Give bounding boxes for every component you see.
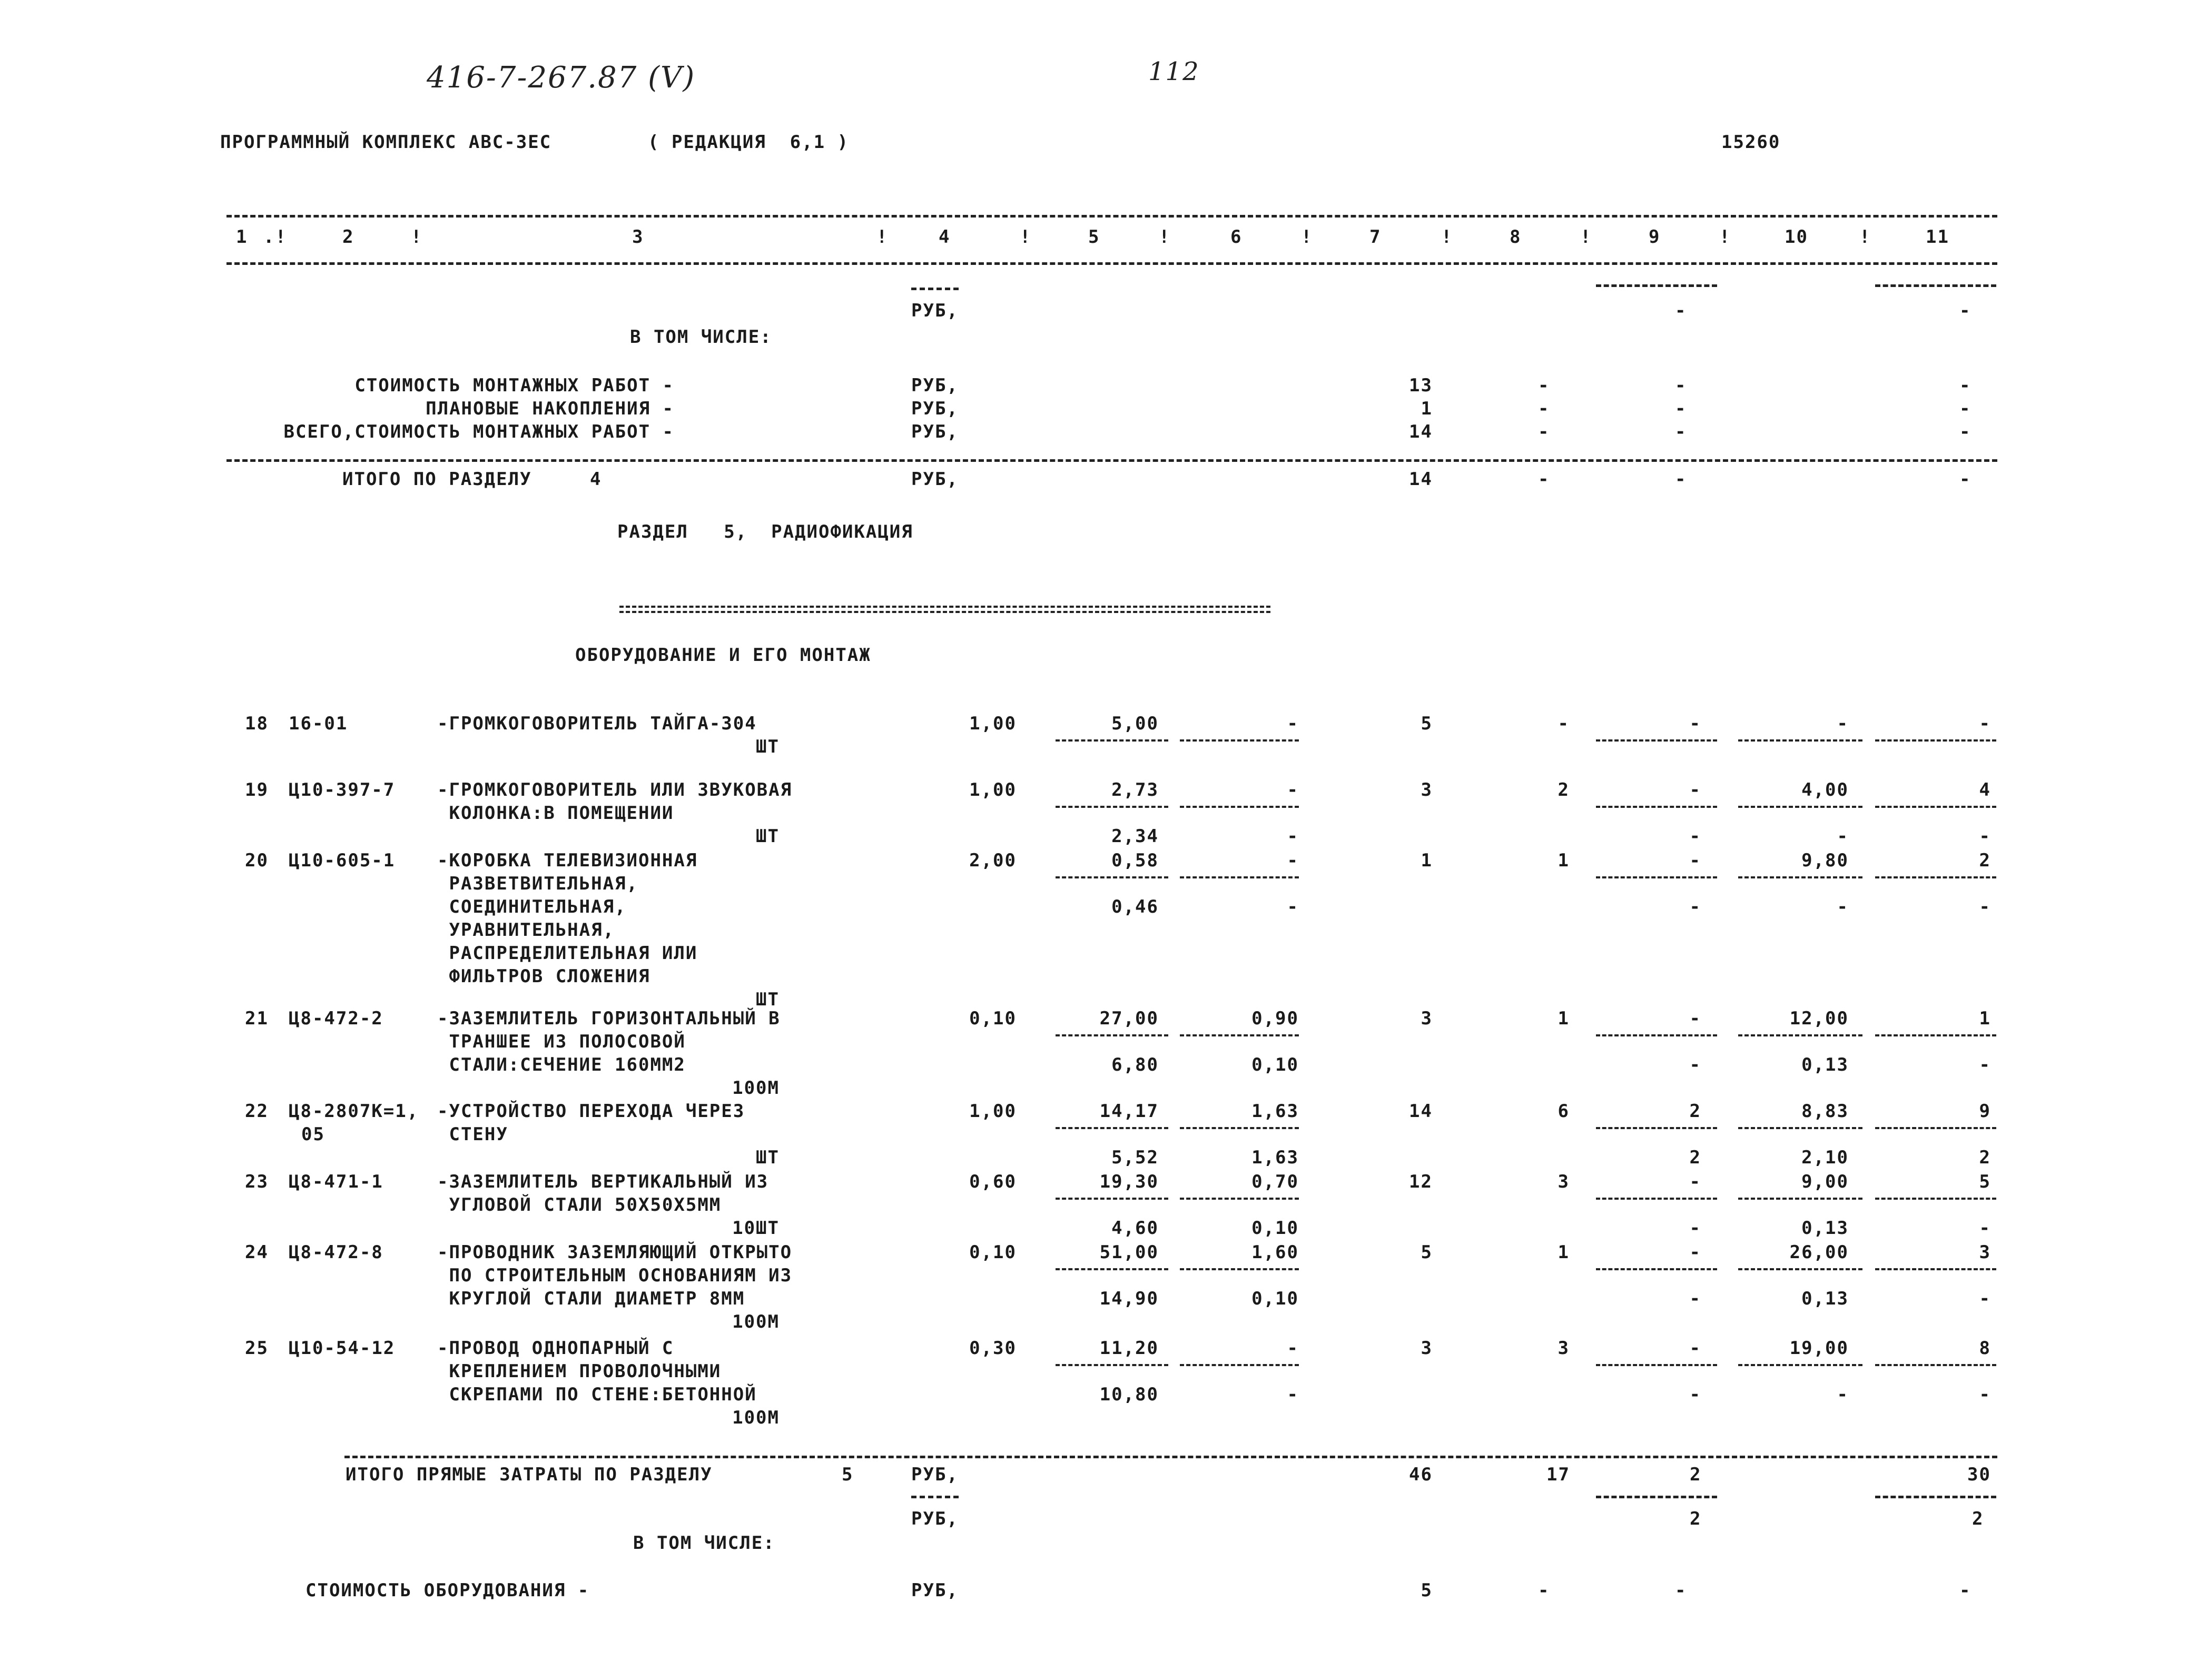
item-description: -ЗАЗЕМЛИТЕЛЬ ВЕРТИКАЛЬНЫЙ ИЗ	[437, 1171, 769, 1192]
col11-value: 8	[1979, 1338, 1991, 1359]
col6-sub-value: 0,10	[1251, 1054, 1299, 1075]
column-header: 5	[1088, 226, 1100, 248]
value-separator	[1180, 739, 1299, 742]
value-separator	[1180, 876, 1299, 878]
col8-value: 2	[1558, 779, 1570, 801]
program-title: ПРОГРАММНЫЙ КОМПЛЕКС АВС-ЗЕС	[220, 132, 552, 153]
col10-sub-value: 0,13	[1801, 1288, 1849, 1309]
value-separator	[1180, 1198, 1299, 1200]
col10-sub-value: -	[1837, 896, 1849, 917]
col5-sub-value: 6,80	[1111, 1054, 1159, 1075]
col8-value: 1	[1558, 850, 1570, 871]
col7-value: 3	[1421, 779, 1433, 801]
column-header: 6	[1230, 226, 1243, 248]
value-separator	[1180, 1127, 1299, 1129]
document-number: 15260	[1721, 132, 1781, 153]
value-separator	[1875, 1034, 1996, 1036]
col8-value: 1	[1558, 1242, 1570, 1263]
value-separator	[1596, 1198, 1717, 1200]
column-header: 8	[1510, 226, 1522, 248]
value-separator	[1875, 1198, 1996, 1200]
col6-sub-value: 1,63	[1251, 1147, 1299, 1168]
col7-value: 3	[1421, 1338, 1433, 1359]
col7-value: 5	[1421, 1242, 1433, 1263]
column-header: 9	[1649, 226, 1661, 248]
col10-value: 4,00	[1801, 779, 1849, 801]
item-quantity: 0,30	[969, 1338, 1017, 1359]
item-description: РАСПРЕДЕЛИТЕЛЬНАЯ ИЛИ	[437, 943, 698, 964]
item-description: -ГРОМКОГОВОРИТЕЛЬ ТАЙГА-304	[437, 713, 757, 734]
item-quantity: 2,00	[969, 850, 1017, 871]
item-quantity: 0,60	[969, 1171, 1017, 1192]
item-code: 16-01	[289, 713, 348, 734]
col10-value: 8,83	[1801, 1101, 1849, 1122]
col10-value: 9,00	[1801, 1171, 1849, 1192]
col8-value: 3	[1558, 1171, 1570, 1192]
item-number: 23	[245, 1171, 269, 1192]
col7-value: 14	[1409, 1101, 1433, 1122]
col11-sub-value: -	[1979, 1288, 1991, 1309]
item-number: 21	[245, 1008, 269, 1029]
header-rule-bottom	[226, 262, 1997, 265]
item-description: УРАВНИТЕЛЬНАЯ,	[437, 920, 615, 941]
col11-value: -	[1979, 713, 1991, 734]
item-description: СТАЛИ:СЕЧЕНИЕ 160ММ2	[437, 1054, 686, 1075]
col5-value: 14,17	[1099, 1101, 1159, 1122]
col6-value: -	[1287, 1338, 1299, 1359]
col6-sub-value: -	[1287, 896, 1299, 917]
item-unit: ШТ	[756, 826, 780, 847]
col9-sub-value: -	[1689, 1218, 1701, 1239]
value-separator	[1738, 1198, 1862, 1200]
item-description: РАЗВЕТВИТЕЛЬНАЯ,	[437, 873, 638, 894]
column-header: 4	[939, 226, 951, 248]
value-separator	[1596, 806, 1717, 808]
value-separator	[1875, 1364, 1996, 1366]
col11-sub-value: -	[1979, 1054, 1991, 1075]
column-header: 11	[1926, 226, 1949, 248]
item-description: УГЛОВОЙ СТАЛИ 50Х50Х5ММ	[437, 1194, 722, 1215]
handwritten-code: 416-7-267.87 (V)	[427, 61, 696, 95]
col10-sub-value: 0,13	[1801, 1218, 1849, 1239]
rub-label: РУБ,	[911, 300, 959, 321]
col8-value: 6	[1558, 1101, 1570, 1122]
col10-sub-value: -	[1837, 1384, 1849, 1405]
item-quantity: 1,00	[969, 713, 1017, 734]
col9-value: 2	[1689, 1101, 1701, 1122]
col6-sub-value: 0,10	[1251, 1288, 1299, 1309]
col9-sub-value: -	[1689, 1054, 1701, 1075]
item-unit: 100М	[732, 1407, 780, 1428]
item-code: Ц10-397-7	[289, 779, 396, 801]
item-code: Ц8-472-2	[289, 1008, 383, 1029]
section-subtitle: ОБОРУДОВАНИЕ И ЕГО МОНТАЖ	[575, 645, 871, 666]
item-number: 19	[245, 779, 269, 801]
item-unit: 100М	[732, 1311, 780, 1332]
col9-sub-value: -	[1689, 1384, 1701, 1405]
value-separator	[1738, 1364, 1862, 1366]
col6-sub-value: -	[1287, 826, 1299, 847]
value-separator	[1875, 1268, 1996, 1270]
item-code: Ц8-471-1	[289, 1171, 383, 1192]
edition-label: ( РЕДАКЦИЯ 6,1 )	[648, 132, 849, 153]
value-separator	[1596, 1268, 1717, 1270]
section-title: РАЗДЕЛ 5, РАДИОФИКАЦИЯ	[617, 521, 913, 542]
item-unit: ШТ	[756, 989, 780, 1010]
item-description: КРЕПЛЕНИЕМ ПРОВОЛОЧНЫМИ	[437, 1361, 722, 1382]
item-unit: 100М	[732, 1078, 780, 1099]
item-quantity: 0,10	[969, 1008, 1017, 1029]
col5-value: 5,00	[1111, 713, 1159, 734]
col5-value: 27,00	[1099, 1008, 1159, 1029]
col6-value: 0,90	[1251, 1008, 1299, 1029]
column-header: 10	[1785, 226, 1808, 248]
value-separator	[1738, 876, 1862, 878]
value-separator	[1596, 739, 1717, 742]
item-description: КОЛОНКА:В ПОМЕЩЕНИИ	[437, 803, 674, 824]
value-separator	[1596, 1127, 1717, 1129]
column-header: 2	[342, 226, 354, 248]
col5-sub-value: 2,34	[1111, 826, 1159, 847]
value-separator	[1738, 1268, 1862, 1270]
col11-sub-value: -	[1979, 826, 1991, 847]
header-rule-top	[226, 215, 1997, 218]
value-separator	[1738, 806, 1862, 808]
col11-value: 3	[1979, 1242, 1991, 1263]
section-underline	[619, 606, 1270, 608]
col7-value: 3	[1421, 1008, 1433, 1029]
col6-value: -	[1287, 850, 1299, 871]
col6-value: -	[1287, 779, 1299, 801]
value-separator	[1056, 1034, 1168, 1036]
col6-sub-value: -	[1287, 1384, 1299, 1405]
including-label: В ТОМ ЧИСЛЕ:	[630, 327, 772, 348]
value-separator	[1596, 876, 1717, 878]
col10-sub-value: 0,13	[1801, 1054, 1849, 1075]
col11-value: 4	[1979, 779, 1991, 801]
value-separator	[1056, 1268, 1168, 1270]
col11-value: 1	[1979, 1008, 1991, 1029]
col10-value: 26,00	[1789, 1242, 1849, 1263]
value-separator	[1180, 1268, 1299, 1270]
col11-sub-value: -	[1979, 1384, 1991, 1405]
value-separator	[1738, 1127, 1862, 1129]
col9-value: -	[1689, 850, 1701, 871]
col11-sub-value: -	[1979, 1218, 1991, 1239]
value-separator	[1875, 806, 1996, 808]
value-separator	[1056, 1198, 1168, 1200]
item-description: КРУГЛОЙ СТАЛИ ДИАМЕТР 8ММ	[437, 1288, 745, 1309]
item-description: СОЕДИНИТЕЛЬНАЯ,	[437, 896, 627, 917]
item-number: 24	[245, 1242, 269, 1263]
col7-value: 12	[1409, 1171, 1433, 1192]
col8-value: 1	[1558, 1008, 1570, 1029]
item-number: 25	[245, 1338, 269, 1359]
col5-sub-value: 5,52	[1111, 1147, 1159, 1168]
section-total-rule	[226, 459, 1997, 462]
col10-value: 9,80	[1801, 850, 1849, 871]
item-quantity: 0,10	[969, 1242, 1017, 1263]
value-separator	[1875, 739, 1996, 742]
col5-value: 2,73	[1111, 779, 1159, 801]
item-quantity: 1,00	[969, 1101, 1017, 1122]
col5-sub-value: 14,90	[1099, 1288, 1159, 1309]
col7-value: 1	[1421, 850, 1433, 871]
col9-value: -	[1689, 779, 1701, 801]
item-code: Ц10-605-1	[289, 850, 396, 871]
value-separator	[1596, 1034, 1717, 1036]
col9-value: -	[1689, 1008, 1701, 1029]
item-unit: ШТ	[756, 1147, 780, 1168]
item-description: ПО СТРОИТЕЛЬНЫМ ОСНОВАНИЯМ ИЗ	[437, 1265, 793, 1286]
col5-sub-value: 0,46	[1111, 896, 1159, 917]
col5-value: 51,00	[1099, 1242, 1159, 1263]
including-label-bottom: В ТОМ ЧИСЛЕ:	[633, 1533, 775, 1554]
col8-value: 3	[1558, 1338, 1570, 1359]
item-description: -ПРОВОД ОДНОПАРНЫЙ С	[437, 1338, 674, 1359]
item-description: -ЗАЗЕМЛИТЕЛЬ ГОРИЗОНТАЛЬНЫЙ В	[437, 1008, 781, 1029]
item-description: -КОРОБКА ТЕЛЕВИЗИОННАЯ	[437, 850, 698, 871]
col10-value: 19,00	[1789, 1338, 1849, 1359]
value-separator	[1596, 1364, 1717, 1366]
item-description: -УСТРОЙСТВО ПЕРЕХОДА ЧЕРЕЗ	[437, 1101, 745, 1122]
col6-sub-value: 0,10	[1251, 1218, 1299, 1239]
item-number: 18	[245, 713, 269, 734]
value-separator	[1056, 1364, 1168, 1366]
col5-value: 0,58	[1111, 850, 1159, 871]
item-description: СТЕНУ	[437, 1124, 508, 1145]
col11-value: 2	[1979, 850, 1991, 871]
value-separator	[1056, 806, 1168, 808]
col9-sub-value: -	[1689, 826, 1701, 847]
col9-sub-value: -	[1689, 896, 1701, 917]
value-separator	[1180, 806, 1299, 808]
item-description: -ПРОВОДНИК ЗАЗЕМЛЯЮЩИЙ ОТКРЫТО	[437, 1242, 793, 1263]
value-separator	[1738, 1034, 1862, 1036]
item-number: 22	[245, 1101, 269, 1122]
col9-value: -	[1689, 713, 1701, 734]
handwritten-page-number: 112	[1148, 57, 1200, 86]
value-separator	[1875, 1127, 1996, 1129]
column-header: 7	[1369, 226, 1382, 248]
value-separator	[1056, 876, 1168, 878]
value-separator	[1056, 739, 1168, 742]
col5-sub-value: 10,80	[1099, 1384, 1159, 1405]
col10-sub-value: -	[1837, 826, 1849, 847]
item-description: СКРЕПАМИ ПО СТЕНЕ:БЕТОННОЙ	[437, 1384, 757, 1405]
col9-value: -	[1689, 1338, 1701, 1359]
item-number: 20	[245, 850, 269, 871]
value-separator	[1875, 876, 1996, 878]
item-code: Ц8-472-8	[289, 1242, 383, 1263]
column-header: 3	[632, 226, 644, 248]
col11-sub-value: -	[1979, 896, 1991, 917]
item-description: -ГРОМКОГОВОРИТЕЛЬ ИЛИ ЗВУКОВАЯ	[437, 779, 793, 801]
col5-sub-value: 4,60	[1111, 1218, 1159, 1239]
value-separator	[1056, 1127, 1168, 1129]
col9-value: -	[1689, 1171, 1701, 1192]
col5-value: 19,30	[1099, 1171, 1159, 1192]
item-description: ФИЛЬТРОВ СЛОЖЕНИЯ	[437, 966, 650, 987]
bottom-total-rule	[344, 1456, 1997, 1458]
column-header: 1	[236, 226, 248, 248]
item-unit: ШТ	[756, 736, 780, 757]
col10-sub-value: 2,10	[1801, 1147, 1849, 1168]
item-code: Ц10-54-12	[289, 1338, 396, 1359]
item-description: ТРАНШЕЕ ИЗ ПОЛОСОВОЙ	[437, 1031, 686, 1052]
item-code-cont: 05	[301, 1124, 325, 1145]
col6-value: 1,63	[1251, 1101, 1299, 1122]
col10-value: 12,00	[1789, 1008, 1849, 1029]
item-code: Ц8-2807К=1,	[289, 1101, 419, 1122]
item-quantity: 1,00	[969, 779, 1017, 801]
col9-sub-value: -	[1689, 1288, 1701, 1309]
value-separator	[1738, 739, 1862, 742]
item-unit: 10ШТ	[732, 1218, 780, 1239]
col6-value: 1,60	[1251, 1242, 1299, 1263]
value-separator	[1180, 1034, 1299, 1036]
col7-value: 5	[1421, 713, 1433, 734]
col10-value: -	[1837, 713, 1849, 734]
col11-value: 5	[1979, 1171, 1991, 1192]
col9-value: -	[1689, 1242, 1701, 1263]
col8-value: -	[1558, 713, 1570, 734]
col9-sub-value: 2	[1689, 1147, 1701, 1168]
value-separator	[1180, 1364, 1299, 1366]
col11-sub-value: 2	[1979, 1147, 1991, 1168]
col11-value: 9	[1979, 1101, 1991, 1122]
col5-value: 11,20	[1099, 1338, 1159, 1359]
col6-value: -	[1287, 713, 1299, 734]
col6-value: 0,70	[1251, 1171, 1299, 1192]
